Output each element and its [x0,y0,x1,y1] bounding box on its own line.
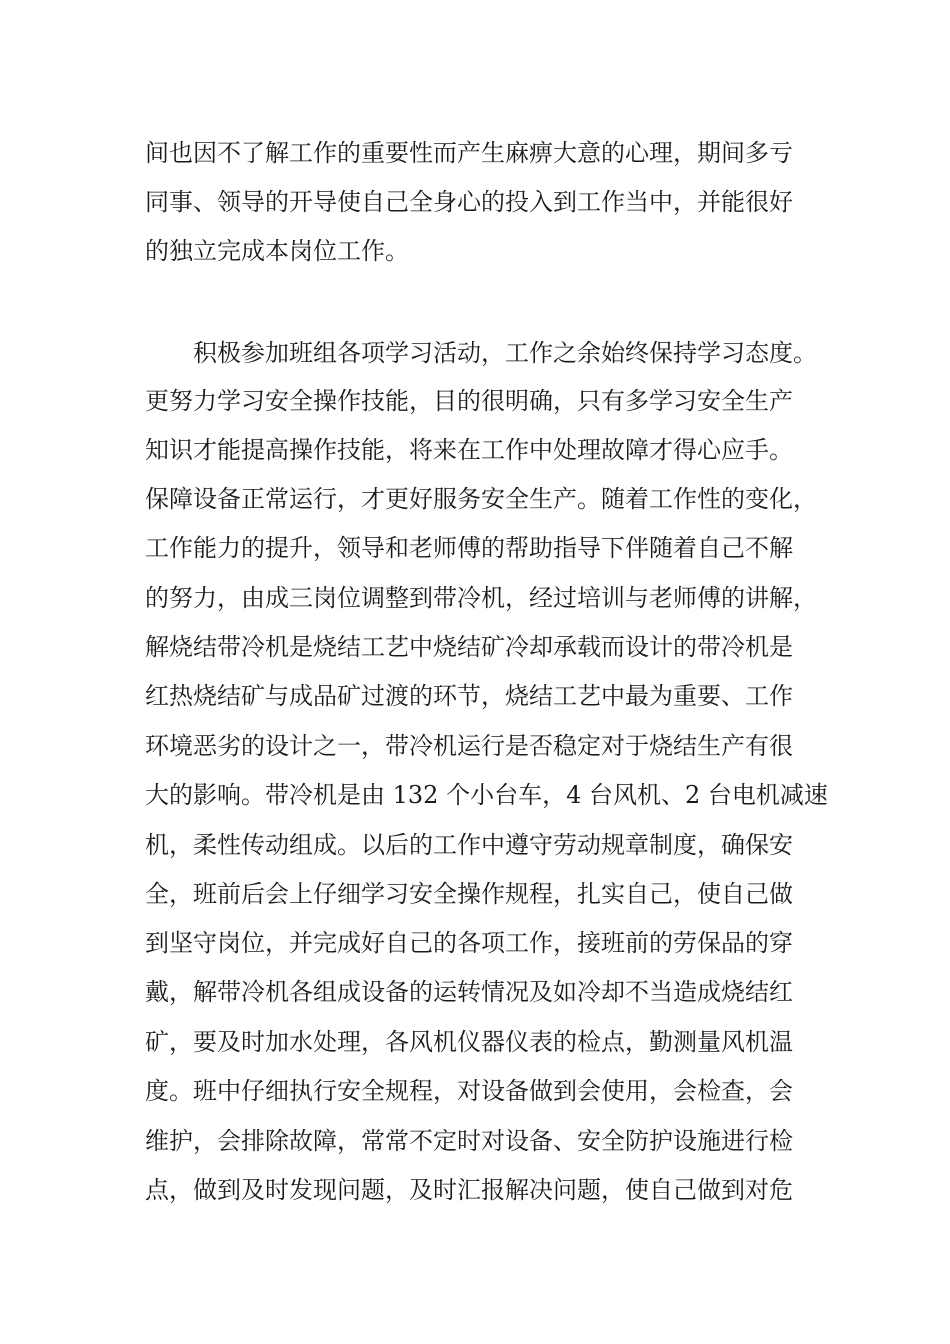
text-line: 点，做到及时发现问题，及时汇报解决问题，使自己做到对危 [145,1176,793,1204]
text-line: 环境恶劣的设计之一，带冷机运行是否稳定对于烧结生产有很 [145,732,793,760]
text-line: 工作能力的提升，领导和老师傅的帮助指导下伴随着自己不解 [145,534,793,562]
text-line: 机，柔性传动组成。以后的工作中遵守劳动规章制度，确保安 [145,831,793,859]
text-line: 到坚守岗位，并完成好自己的各项工作，接班前的劳保品的穿 [145,929,793,957]
text-line: 红热烧结矿与成品矿过渡的环节，烧结工艺中最为重要、工作 [145,682,793,710]
text-line: 度。班中仔细执行安全规程，对设备做到会使用，会检查，会 [145,1077,793,1105]
text-line: 间也因不了解工作的重要性而产生麻痹大意的心理，期间多亏 [145,139,793,167]
text-line: 大的影响。带冷机是由 132 个小台车，4 台风机、2 台电机减速 [145,781,828,809]
text-line: 保障设备正常运行，才更好服务安全生产。随着工作性的变化， [145,485,817,513]
text-line: 矿，要及时加水处理，各风机仪器仪表的检点，勤测量风机温 [145,1028,793,1056]
text-line: 同事、领导的开导使自己全身心的投入到工作当中，并能很好 [145,188,793,216]
text-line: 积极参加班组各项学习活动，工作之余始终保持学习态度。 [193,339,817,367]
text-line: 全，班前后会上仔细学习安全操作规程，扎实自己，使自己做 [145,880,793,908]
text-line: 知识才能提高操作技能，将来在工作中处理故障才得心应手。 [145,436,793,464]
text-line: 戴，解带冷机各组成设备的运转情况及如冷却不当造成烧结红 [145,978,793,1006]
text-line: 解烧结带冷机是烧结工艺中烧结矿冷却承载而设计的带冷机是 [145,633,793,661]
text-line: 的独立完成本岗位工作。 [145,237,409,265]
text-line: 的努力，由成三岗位调整到带冷机，经过培训与老师傅的讲解， [145,584,817,612]
text-line: 维护，会排除故障，常常不定时对设备、安全防护设施进行检 [145,1127,793,1155]
text-line: 更努力学习安全操作技能，目的很明确，只有多学习安全生产 [145,387,793,415]
